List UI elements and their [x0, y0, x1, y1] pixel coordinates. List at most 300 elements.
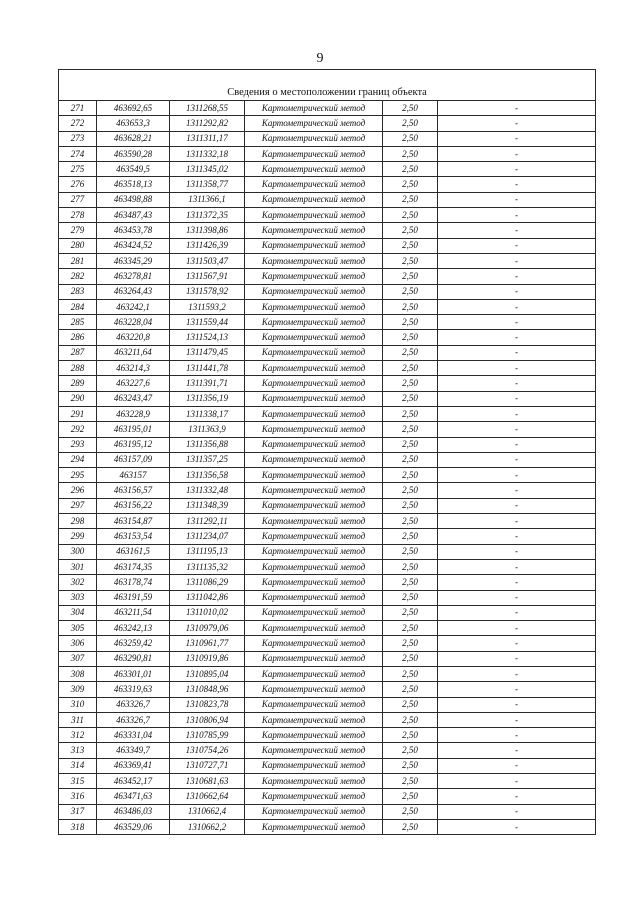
cell-y-coordinate: 1310919,86	[170, 651, 245, 666]
cell-x-coordinate: 463326,7	[97, 712, 170, 727]
table-row	[59, 559, 596, 574]
cell-y-coordinate: 1311578,92	[170, 284, 245, 299]
boundary-coordinates-table	[58, 69, 596, 835]
cell-point-number: 300	[59, 544, 97, 559]
table-row	[59, 299, 596, 314]
cell-description: -	[438, 238, 596, 253]
cell-y-coordinate: 1310662,2	[170, 819, 245, 834]
cell-y-coordinate: 1311135,32	[170, 559, 245, 574]
cell-y-coordinate: 1311391,71	[170, 376, 245, 391]
cell-description: -	[438, 284, 596, 299]
cell-point-number: 313	[59, 743, 97, 758]
cell-point-number: 310	[59, 697, 97, 712]
cell-method: Картометрический метод	[245, 238, 383, 253]
table-row	[59, 819, 596, 834]
table-row	[59, 590, 596, 605]
cell-description: -	[438, 728, 596, 743]
table-row	[59, 621, 596, 636]
table-row	[59, 483, 596, 498]
cell-method: Картометрический метод	[245, 666, 383, 681]
cell-x-coordinate: 463195,12	[97, 437, 170, 452]
cell-method: Картометрический метод	[245, 651, 383, 666]
cell-x-coordinate: 463486,03	[97, 804, 170, 819]
cell-accuracy: 2,50	[383, 315, 438, 330]
cell-accuracy: 2,50	[383, 774, 438, 789]
section-title: Сведения о местоположении границ объекта	[59, 70, 596, 101]
cell-point-number: 283	[59, 284, 97, 299]
cell-method: Картометрический метод	[245, 406, 383, 421]
cell-point-number: 306	[59, 636, 97, 651]
cell-description: -	[438, 743, 596, 758]
cell-description: -	[438, 758, 596, 773]
cell-y-coordinate: 1311503,47	[170, 253, 245, 268]
cell-accuracy: 2,50	[383, 636, 438, 651]
table-row	[59, 391, 596, 406]
cell-accuracy: 2,50	[383, 177, 438, 192]
cell-y-coordinate: 1310785,99	[170, 728, 245, 743]
cell-description: -	[438, 452, 596, 467]
cell-description: -	[438, 544, 596, 559]
cell-accuracy: 2,50	[383, 330, 438, 345]
cell-y-coordinate: 1311593,2	[170, 299, 245, 314]
cell-description: -	[438, 697, 596, 712]
cell-y-coordinate: 1311292,82	[170, 116, 245, 131]
cell-accuracy: 2,50	[383, 514, 438, 529]
table-row	[59, 575, 596, 590]
table-row	[59, 177, 596, 192]
table-row	[59, 468, 596, 483]
cell-point-number: 289	[59, 376, 97, 391]
table-row	[59, 666, 596, 681]
cell-x-coordinate: 463653,3	[97, 116, 170, 131]
cell-y-coordinate: 1311366,1	[170, 192, 245, 207]
cell-description: -	[438, 789, 596, 804]
cell-accuracy: 2,50	[383, 682, 438, 697]
table-row	[59, 116, 596, 131]
cell-accuracy: 2,50	[383, 253, 438, 268]
cell-description: -	[438, 376, 596, 391]
cell-accuracy: 2,50	[383, 789, 438, 804]
table-row	[59, 253, 596, 268]
table-row	[59, 529, 596, 544]
cell-method: Картометрический метод	[245, 284, 383, 299]
cell-description: -	[438, 131, 596, 146]
table-row	[59, 697, 596, 712]
cell-point-number: 299	[59, 529, 97, 544]
cell-accuracy: 2,50	[383, 758, 438, 773]
cell-x-coordinate: 463518,13	[97, 177, 170, 192]
cell-accuracy: 2,50	[383, 697, 438, 712]
cell-y-coordinate: 1310754,26	[170, 743, 245, 758]
cell-description: -	[438, 605, 596, 620]
cell-accuracy: 2,50	[383, 498, 438, 513]
cell-description: -	[438, 819, 596, 834]
cell-point-number: 276	[59, 177, 97, 192]
cell-method: Картометрический метод	[245, 819, 383, 834]
cell-accuracy: 2,50	[383, 468, 438, 483]
cell-x-coordinate: 463453,78	[97, 223, 170, 238]
table-row	[59, 743, 596, 758]
cell-x-coordinate: 463326,7	[97, 697, 170, 712]
cell-accuracy: 2,50	[383, 131, 438, 146]
cell-point-number: 290	[59, 391, 97, 406]
cell-point-number: 314	[59, 758, 97, 773]
cell-y-coordinate: 1311345,02	[170, 162, 245, 177]
table-row	[59, 422, 596, 437]
cell-method: Картометрический метод	[245, 376, 383, 391]
cell-method: Картометрический метод	[245, 682, 383, 697]
cell-y-coordinate: 1311358,77	[170, 177, 245, 192]
cell-x-coordinate: 463153,54	[97, 529, 170, 544]
cell-y-coordinate: 1311398,86	[170, 223, 245, 238]
cell-description: -	[438, 146, 596, 161]
cell-x-coordinate: 463471,63	[97, 789, 170, 804]
cell-method: Картометрический метод	[245, 697, 383, 712]
table-row	[59, 208, 596, 223]
cell-y-coordinate: 1311195,13	[170, 544, 245, 559]
cell-point-number: 274	[59, 146, 97, 161]
cell-x-coordinate: 463590,28	[97, 146, 170, 161]
cell-accuracy: 2,50	[383, 422, 438, 437]
cell-accuracy: 2,50	[383, 162, 438, 177]
cell-point-number: 317	[59, 804, 97, 819]
table-row	[59, 330, 596, 345]
table-row	[59, 223, 596, 238]
cell-point-number: 308	[59, 666, 97, 681]
cell-y-coordinate: 1311311,17	[170, 131, 245, 146]
cell-description: -	[438, 345, 596, 360]
cell-description: -	[438, 361, 596, 376]
cell-method: Картометрический метод	[245, 315, 383, 330]
cell-x-coordinate: 463242,13	[97, 621, 170, 636]
cell-description: -	[438, 712, 596, 727]
cell-point-number: 273	[59, 131, 97, 146]
cell-y-coordinate: 1311292,11	[170, 514, 245, 529]
table-row	[59, 544, 596, 559]
cell-method: Картометрический метод	[245, 575, 383, 590]
cell-x-coordinate: 463228,9	[97, 406, 170, 421]
cell-x-coordinate: 463243,47	[97, 391, 170, 406]
cell-point-number: 307	[59, 651, 97, 666]
cell-point-number: 316	[59, 789, 97, 804]
cell-method: Картометрический метод	[245, 162, 383, 177]
cell-point-number: 284	[59, 299, 97, 314]
cell-x-coordinate: 463214,3	[97, 361, 170, 376]
table-row	[59, 712, 596, 727]
cell-method: Картометрический метод	[245, 299, 383, 314]
cell-description: -	[438, 621, 596, 636]
cell-point-number: 285	[59, 315, 97, 330]
table-row	[59, 636, 596, 651]
cell-y-coordinate: 1310961,77	[170, 636, 245, 651]
cell-point-number: 318	[59, 819, 97, 834]
cell-y-coordinate: 1311559,44	[170, 315, 245, 330]
cell-point-number: 275	[59, 162, 97, 177]
cell-description: -	[438, 468, 596, 483]
cell-description: -	[438, 406, 596, 421]
cell-x-coordinate: 463161,5	[97, 544, 170, 559]
table-row	[59, 315, 596, 330]
cell-x-coordinate: 463301,01	[97, 666, 170, 681]
cell-method: Картометрический метод	[245, 422, 383, 437]
cell-x-coordinate: 463549,5	[97, 162, 170, 177]
cell-x-coordinate: 463692,65	[97, 101, 170, 116]
cell-x-coordinate: 463211,54	[97, 605, 170, 620]
cell-description: -	[438, 437, 596, 452]
cell-point-number: 281	[59, 253, 97, 268]
table-row	[59, 728, 596, 743]
cell-method: Картометрический метод	[245, 131, 383, 146]
cell-accuracy: 2,50	[383, 238, 438, 253]
cell-accuracy: 2,50	[383, 804, 438, 819]
cell-x-coordinate: 463264,43	[97, 284, 170, 299]
cell-accuracy: 2,50	[383, 712, 438, 727]
cell-method: Картометрический метод	[245, 804, 383, 819]
cell-point-number: 293	[59, 437, 97, 452]
cell-method: Картометрический метод	[245, 345, 383, 360]
cell-y-coordinate: 1310662,64	[170, 789, 245, 804]
cell-description: -	[438, 253, 596, 268]
cell-x-coordinate: 463156,57	[97, 483, 170, 498]
cell-y-coordinate: 1311356,58	[170, 468, 245, 483]
cell-method: Картометрический метод	[245, 361, 383, 376]
cell-x-coordinate: 463242,1	[97, 299, 170, 314]
table-row	[59, 192, 596, 207]
cell-description: -	[438, 590, 596, 605]
cell-accuracy: 2,50	[383, 391, 438, 406]
cell-description: -	[438, 559, 596, 574]
cell-method: Картометрический метод	[245, 192, 383, 207]
cell-y-coordinate: 1311479,45	[170, 345, 245, 360]
cell-point-number: 311	[59, 712, 97, 727]
cell-x-coordinate: 463220,8	[97, 330, 170, 345]
cell-x-coordinate: 463424,52	[97, 238, 170, 253]
cell-description: -	[438, 223, 596, 238]
cell-y-coordinate: 1310681,63	[170, 774, 245, 789]
cell-point-number: 280	[59, 238, 97, 253]
cell-description: -	[438, 391, 596, 406]
cell-method: Картометрический метод	[245, 743, 383, 758]
cell-y-coordinate: 1310823,78	[170, 697, 245, 712]
cell-method: Картометрический метод	[245, 605, 383, 620]
cell-method: Картометрический метод	[245, 498, 383, 513]
cell-accuracy: 2,50	[383, 651, 438, 666]
cell-accuracy: 2,50	[383, 605, 438, 620]
table-row	[59, 804, 596, 819]
cell-x-coordinate: 463278,81	[97, 269, 170, 284]
cell-accuracy: 2,50	[383, 406, 438, 421]
cell-method: Картометрический метод	[245, 728, 383, 743]
cell-method: Картометрический метод	[245, 101, 383, 116]
cell-y-coordinate: 1310662,4	[170, 804, 245, 819]
cell-y-coordinate: 1311348,39	[170, 498, 245, 513]
cell-accuracy: 2,50	[383, 621, 438, 636]
cell-description: -	[438, 804, 596, 819]
table-row	[59, 789, 596, 804]
cell-accuracy: 2,50	[383, 299, 438, 314]
cell-point-number: 278	[59, 208, 97, 223]
cell-description: -	[438, 514, 596, 529]
cell-description: -	[438, 116, 596, 131]
cell-description: -	[438, 682, 596, 697]
cell-x-coordinate: 463498,88	[97, 192, 170, 207]
cell-method: Картометрический метод	[245, 146, 383, 161]
cell-point-number: 304	[59, 605, 97, 620]
cell-y-coordinate: 1311268,55	[170, 101, 245, 116]
cell-method: Картометрический метод	[245, 483, 383, 498]
cell-accuracy: 2,50	[383, 483, 438, 498]
cell-accuracy: 2,50	[383, 361, 438, 376]
cell-accuracy: 2,50	[383, 437, 438, 452]
cell-x-coordinate: 463228,04	[97, 315, 170, 330]
cell-point-number: 286	[59, 330, 97, 345]
cell-method: Картометрический метод	[245, 330, 383, 345]
cell-x-coordinate: 463178,74	[97, 575, 170, 590]
table-row	[59, 498, 596, 513]
table-row	[59, 146, 596, 161]
cell-point-number: 295	[59, 468, 97, 483]
cell-description: -	[438, 269, 596, 284]
table-row	[59, 406, 596, 421]
cell-x-coordinate: 463227,6	[97, 376, 170, 391]
cell-point-number: 305	[59, 621, 97, 636]
cell-y-coordinate: 1311356,88	[170, 437, 245, 452]
cell-method: Картометрический метод	[245, 774, 383, 789]
cell-description: -	[438, 299, 596, 314]
cell-x-coordinate: 463174,35	[97, 559, 170, 574]
cell-method: Картометрический метод	[245, 559, 383, 574]
table-row	[59, 437, 596, 452]
cell-accuracy: 2,50	[383, 559, 438, 574]
cell-point-number: 302	[59, 575, 97, 590]
cell-accuracy: 2,50	[383, 590, 438, 605]
table-row	[59, 269, 596, 284]
table-row	[59, 284, 596, 299]
cell-description: -	[438, 208, 596, 223]
cell-y-coordinate: 1310895,04	[170, 666, 245, 681]
table-row	[59, 774, 596, 789]
cell-accuracy: 2,50	[383, 376, 438, 391]
cell-method: Картометрический метод	[245, 223, 383, 238]
cell-y-coordinate: 1311332,18	[170, 146, 245, 161]
cell-y-coordinate: 1311356,19	[170, 391, 245, 406]
cell-accuracy: 2,50	[383, 452, 438, 467]
cell-point-number: 287	[59, 345, 97, 360]
table-row	[59, 758, 596, 773]
cell-accuracy: 2,50	[383, 192, 438, 207]
cell-x-coordinate: 463156,22	[97, 498, 170, 513]
cell-y-coordinate: 1311426,39	[170, 238, 245, 253]
cell-x-coordinate: 463259,42	[97, 636, 170, 651]
cell-accuracy: 2,50	[383, 269, 438, 284]
cell-x-coordinate: 463628,21	[97, 131, 170, 146]
cell-description: -	[438, 483, 596, 498]
cell-y-coordinate: 1311363,9	[170, 422, 245, 437]
cell-x-coordinate: 463195,01	[97, 422, 170, 437]
cell-y-coordinate: 1311524,13	[170, 330, 245, 345]
cell-y-coordinate: 1311042,86	[170, 590, 245, 605]
page-number: 9	[316, 51, 324, 66]
cell-method: Картометрический метод	[245, 529, 383, 544]
cell-x-coordinate: 463157	[97, 468, 170, 483]
cell-x-coordinate: 463529,06	[97, 819, 170, 834]
cell-point-number: 292	[59, 422, 97, 437]
cell-x-coordinate: 463487,43	[97, 208, 170, 223]
table-row	[59, 361, 596, 376]
cell-accuracy: 2,50	[383, 223, 438, 238]
table-row	[59, 238, 596, 253]
table-row	[59, 682, 596, 697]
cell-method: Картометрический метод	[245, 116, 383, 131]
cell-method: Картометрический метод	[245, 437, 383, 452]
table-row	[59, 452, 596, 467]
cell-accuracy: 2,50	[383, 345, 438, 360]
cell-description: -	[438, 162, 596, 177]
cell-point-number: 279	[59, 223, 97, 238]
cell-point-number: 296	[59, 483, 97, 498]
table-row	[59, 376, 596, 391]
cell-description: -	[438, 498, 596, 513]
cell-method: Картометрический метод	[245, 712, 383, 727]
cell-accuracy: 2,50	[383, 116, 438, 131]
cell-y-coordinate: 1310979,06	[170, 621, 245, 636]
cell-x-coordinate: 463369,41	[97, 758, 170, 773]
section-title-row	[59, 70, 596, 101]
cell-method: Картометрический метод	[245, 590, 383, 605]
cell-accuracy: 2,50	[383, 575, 438, 590]
table-row	[59, 605, 596, 620]
cell-y-coordinate: 1310806,94	[170, 712, 245, 727]
cell-method: Картометрический метод	[245, 636, 383, 651]
cell-accuracy: 2,50	[383, 666, 438, 681]
cell-x-coordinate: 463290,81	[97, 651, 170, 666]
cell-x-coordinate: 463345,29	[97, 253, 170, 268]
cell-method: Картометрический метод	[245, 452, 383, 467]
cell-point-number: 288	[59, 361, 97, 376]
cell-accuracy: 2,50	[383, 743, 438, 758]
cell-y-coordinate: 1311332,48	[170, 483, 245, 498]
cell-description: -	[438, 575, 596, 590]
cell-point-number: 297	[59, 498, 97, 513]
cell-point-number: 282	[59, 269, 97, 284]
table-row	[59, 345, 596, 360]
cell-method: Картометрический метод	[245, 514, 383, 529]
table-row	[59, 514, 596, 529]
cell-accuracy: 2,50	[383, 146, 438, 161]
cell-method: Картометрический метод	[245, 208, 383, 223]
cell-y-coordinate: 1311372,35	[170, 208, 245, 223]
cell-description: -	[438, 101, 596, 116]
cell-description: -	[438, 177, 596, 192]
cell-x-coordinate: 463349,7	[97, 743, 170, 758]
cell-description: -	[438, 666, 596, 681]
cell-x-coordinate: 463157,09	[97, 452, 170, 467]
cell-y-coordinate: 1311338,17	[170, 406, 245, 421]
cell-point-number: 272	[59, 116, 97, 131]
cell-y-coordinate: 1311567,91	[170, 269, 245, 284]
cell-y-coordinate: 1311086,29	[170, 575, 245, 590]
cell-description: -	[438, 192, 596, 207]
cell-accuracy: 2,50	[383, 208, 438, 223]
cell-point-number: 298	[59, 514, 97, 529]
cell-point-number: 312	[59, 728, 97, 743]
cell-method: Картометрический метод	[245, 253, 383, 268]
cell-y-coordinate: 1310848,96	[170, 682, 245, 697]
cell-description: -	[438, 651, 596, 666]
table-row	[59, 131, 596, 146]
cell-method: Картометрический метод	[245, 177, 383, 192]
cell-description: -	[438, 330, 596, 345]
